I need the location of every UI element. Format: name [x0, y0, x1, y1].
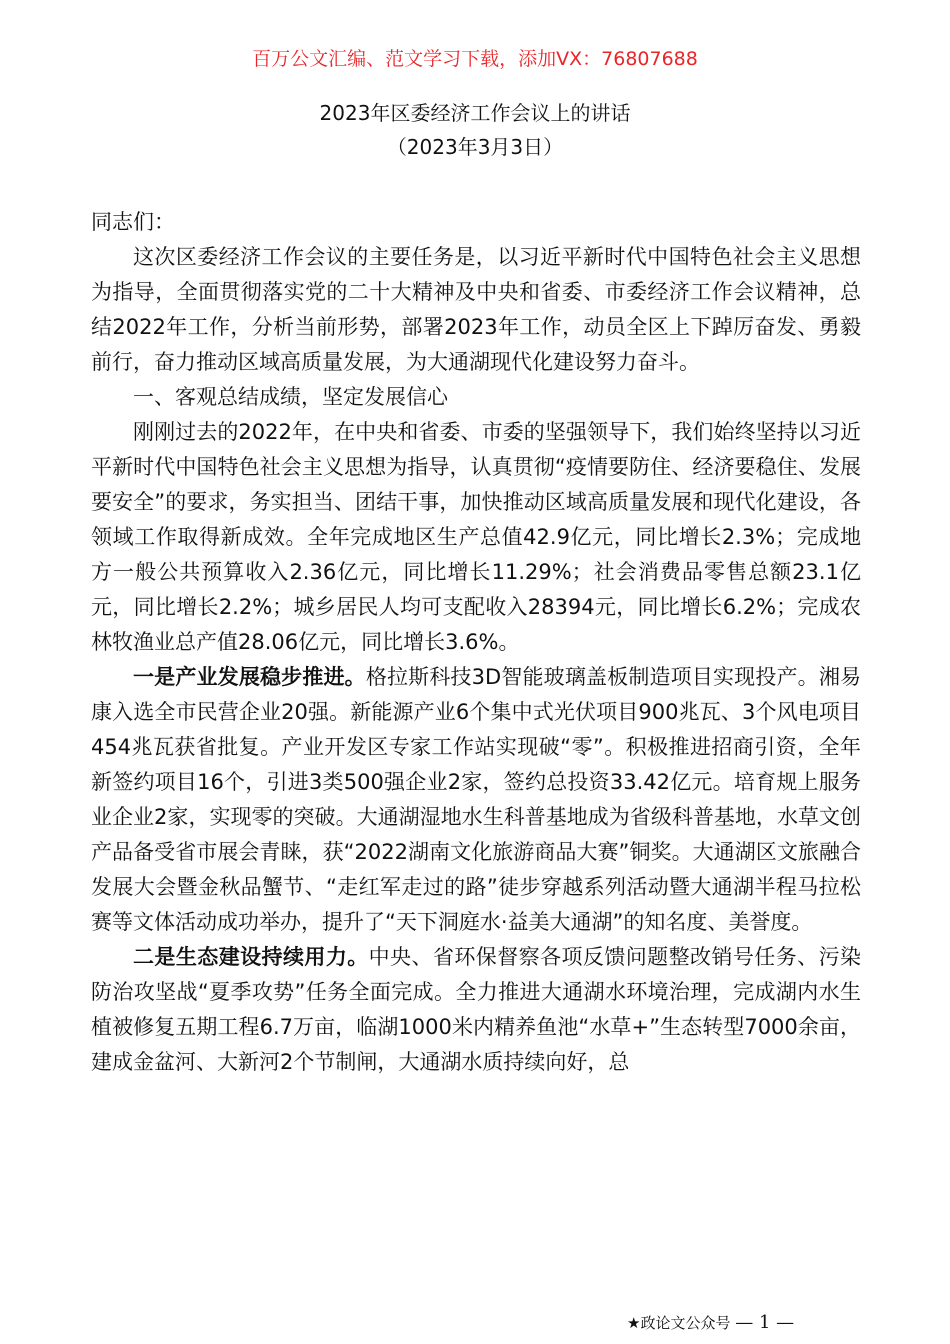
summary-paragraph: 刚刚过去的2022年，在中央和省委、市委的坚强领导下，我们始终坚持以习近平新时代中国特色社会主义思想为指导，认真贯彻“疫情要防住、经济要稳住、发展要安全”的要求，务实担当、团结干事，加快推动区域高质量发展和现代化建设，各领域工作取得新成效。全年完成地区生产总值42.9亿元，同比增长2.3%；完成地方一般公共预算收入2.36亿元，同比增长11.29%；社会消费品零售总额23.1亿元，同比增长2.2%；城乡居民人均可支配收入28394元，同比增长6.2%；完成农林牧渔业总产值28.06亿元，同比增长3.6%。 — [91, 420, 861, 654]
point-paragraph — [91, 940, 861, 1080]
page-number: — 1 — — [735, 1312, 795, 1333]
point-lead: 一是产业发展稳步推进。 — [133, 665, 366, 689]
download-banner: 百万公文汇编、范文学习下载，添加VX：76807688 — [252, 48, 698, 70]
point-paragraph — [91, 660, 861, 940]
point-text: 中央、省环保督察各项反馈问题整改销号任务、污染防治攻坚战“夏季攻势”任务全面完成。全力推进大通湖水环境治理，完成湖内水生植被修复五期工程6.7万亩，临湖1000米内精养鱼池“水草+”生态转型7000余亩，建成金盆河、大新河2个节制闸，大通湖水质持续向好，总 — [91, 945, 862, 1074]
point-lead: 二是生态建设持续用力。 — [133, 945, 369, 969]
intro-paragraph: 这次区委经济工作会议的主要任务是，以习近平新时代中国特色社会主义思想为指导，全面贯彻落实党的二十大精神及中央和省委、市委经济工作会议精神，总结2022年工作，分析当前形势，部署2023年工作，动员全区上下踔厉奋发、勇毅前行，奋力推动区域高质量发展，为大通湖现代化建设努力奋斗。 — [91, 245, 861, 374]
document-title: 2023年区委经济工作会议上的讲话 — [319, 101, 631, 125]
section-heading: 一、客观总结成绩，坚定发展信心 — [133, 385, 448, 409]
point-text: 格拉斯科技3D智能玻璃盖板制造项目实现投产。湘易康入选全市民营企业20强。新能源产业6个集中式光伏项目900兆瓦、3个风电项目454兆瓦获省批复。产业开发区专家工作站实现破“零”。积极推进招商引资，全年新签约项目16个，引进3类500强企业2家，签约总投资33.42亿元。培育规上服务业企业2家，实现零的突破。大通湖湿地水生科普基地成为省级科普基地，水草文创产品备受省市展会青睐，获“2022湖南文化旅游商品大赛”铜奖。大通湖区文旅融合发展大会暨金秋品蟹节、“走红军走过的路”徒步穿越系列活动暨大通湖半程马拉松赛等文体活动成功举办，提升了“天下洞庭水·益美大通湖”的知名度、美誉度。 — [91, 665, 862, 934]
document-date: （2023年3月3日） — [386, 135, 564, 159]
page-footer — [627, 1311, 927, 1335]
document-body — [91, 205, 861, 1080]
salutation: 同志们： — [91, 210, 175, 234]
footer-source: ★政论文公众号 — [627, 1314, 731, 1332]
